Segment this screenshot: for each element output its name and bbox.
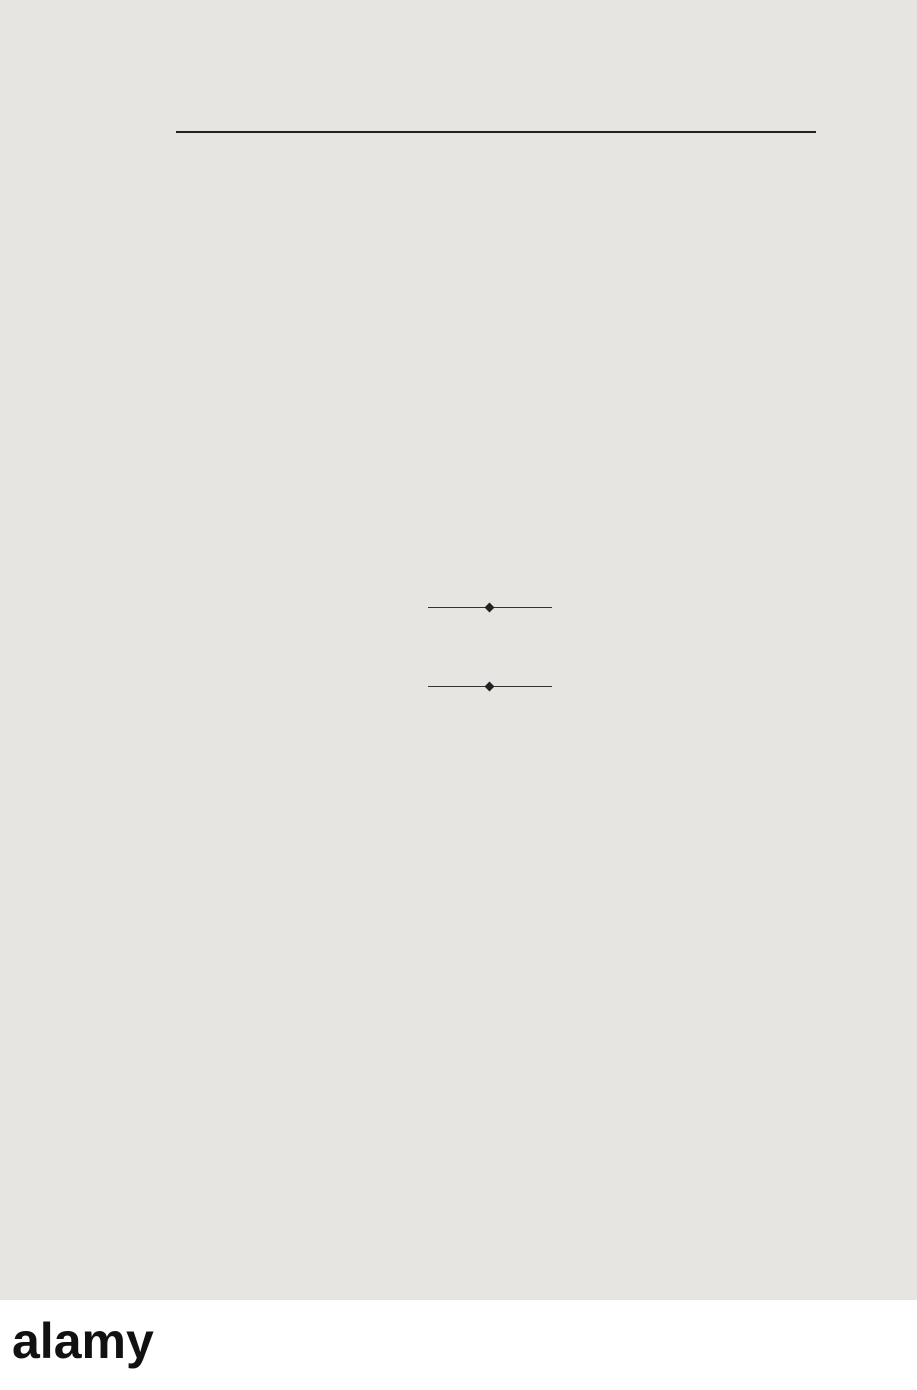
- header-rule: [176, 131, 816, 133]
- svg-text:alamy: alamy: [12, 1314, 154, 1369]
- alamy-logo: [8, 1314, 228, 1370]
- running-header: [176, 105, 810, 133]
- divider-ornament-2: [485, 682, 495, 692]
- divider-ornament-1: [485, 603, 495, 613]
